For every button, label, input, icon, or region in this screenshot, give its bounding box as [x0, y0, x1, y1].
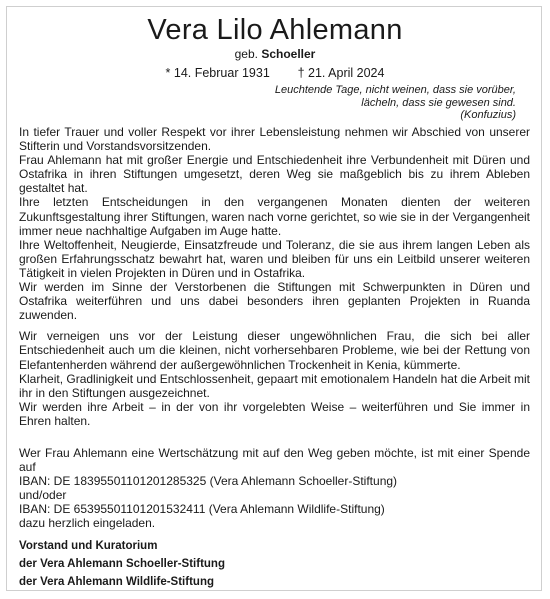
quote-line-1: Leuchtende Tage, nicht weinen, dass sie vorüber, — [274, 84, 516, 96]
donation-or: und/oder — [19, 487, 67, 502]
death-date: † 21. April 2024 — [297, 66, 385, 80]
body-paragraph: Frau Ahlemann hat mit großer Energie und Entschiedenheit ihre Verbundenheit mit Düren und Ostafrika in ihren Stiftungen umgesetzt, deren Weg sie maßgeblich bis zu ihrem Ableben gestaltet hat. — [19, 153, 530, 196]
donation-section — [19, 447, 530, 530]
notice-body — [19, 125, 530, 428]
body-paragraph: Wir verneigen uns vor der Leistung dieser ungewöhnlichen Frau, die sich bei aller Entschiedenheit auch um die kleinen, nicht vorhersehbaren Probleme, wie bei der Rettung von Elefantenherden während der außergewöhnlichen Trockenheit in Kenia, kümmerte. — [19, 329, 530, 372]
donation-closing: dazu herzlich eingeladen. — [19, 515, 156, 530]
signature-block — [19, 537, 530, 591]
maiden-name-line — [0, 47, 550, 61]
signature-line-1: Vorstand und Kuratorium — [19, 540, 158, 552]
body-paragraph: Ihre letzten Entscheidungen in den vergangenen Monaten dienten der weiteren Zukunftsgestaltung ihrer Stiftungen, waren nach vorne gerichtet, so wie sie in der Vergangenheit immer neue nachhaltige Aufgaben im Auge hatte. — [19, 195, 530, 238]
deceased-name: Vera Lilo Ahlemann — [147, 14, 403, 46]
donation-iban-1: IBAN: DE 18395501101201285325 (Vera Ahlemann Schoeller-Stiftung) — [19, 473, 398, 488]
body-paragraph: Wir werden ihre Arbeit – in der von ihr vorgelebten Weise – weiterführen und Sie immer in Ehren halten. — [19, 399, 530, 428]
body-paragraph: Ihre Weltoffenheit, Neugierde, Einsatzfreude und Toleranz, die sie aus ihrem langen Leben als großen Erfahrungsschatz bewahrt hat, waren und bleiben für uns ein Leitbild unserer weiteren Tätigkeit in vielen Projekten in Düren und in Ostafrika. — [19, 237, 530, 280]
birth-date: * 14. Februar 1931 — [165, 66, 270, 80]
quote-author: (Konfuzius) — [460, 109, 516, 121]
donation-iban-2: IBAN: DE 65395501101201532411 (Vera Ahlemann Wildlife-Stiftung) — [19, 501, 385, 516]
signature-line-3: der Vera Ahlemann Wildlife-Stiftung — [19, 576, 214, 588]
donation-intro: Wer Frau Ahlemann eine Wertschätzung mit auf den Weg geben möchte, ist mit einer Spende auf — [19, 446, 530, 474]
signature-line-2: der Vera Ahlemann Schoeller-Stiftung — [19, 558, 225, 570]
life-dates — [0, 66, 550, 80]
memorial-quote — [196, 84, 516, 122]
maiden-prefix: geb. — [234, 47, 258, 61]
quote-line-2: lächeln, dass sie gewesen sind. — [361, 96, 516, 109]
body-paragraph: Klarheit, Gradlinigkeit und Entschlossenheit, gepaart mit emotionalem Handeln hat die Arbeit mit ihr in den Stiftungen ausgezeichnet. — [19, 371, 530, 400]
body-paragraph: In tiefer Trauer und voller Respekt vor ihrer Lebensleistung nehmen wir Abschied von unserer Stifterin und Vorstandsvorsitzenden. — [19, 125, 530, 154]
body-paragraph: Wir werden im Sinne der Verstorbenen die Stiftungen mit Schwerpunkten in Düren und Ostafrika weiterführen und uns dabei besonders ihren geplanten Projekten in Ruanda zuwenden. — [19, 280, 530, 323]
maiden-name: Schoeller — [261, 47, 316, 61]
